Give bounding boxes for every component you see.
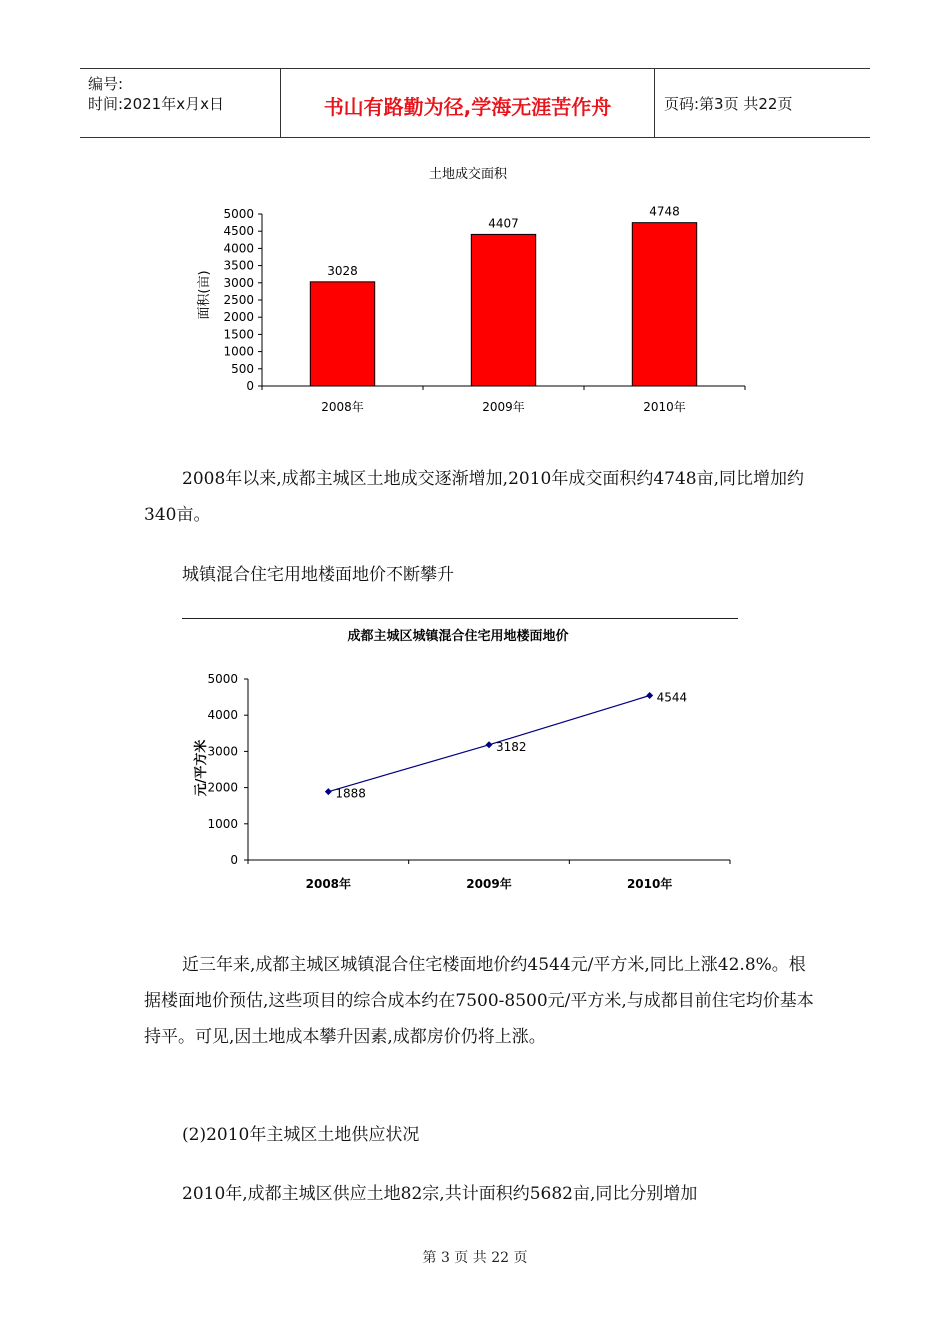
bar-data-label: 3028: [327, 263, 358, 278]
line-y-tick-label: 4000: [207, 708, 238, 723]
page-header: [80, 68, 870, 138]
bar-chart-title: 土地成交面积: [428, 167, 508, 182]
bar-y-tick-label: 0: [246, 379, 254, 393]
bar-x-tick-label: 2010年: [643, 400, 686, 414]
paragraph-land-transactions: 2008年以来,成都主城区土地成交逐渐增加,2010年成交面积约4748亩,同比增加约340亩。: [144, 469, 805, 525]
bar: [632, 223, 696, 386]
line-x-tick-label: 2008年: [305, 877, 352, 891]
bar-y-tick-label: 2000: [223, 310, 254, 325]
bar: [310, 282, 374, 386]
line-y-tick-label: 0: [230, 853, 238, 867]
line-point: [646, 692, 653, 699]
line-data-label: 3182: [496, 739, 527, 754]
bar: [471, 234, 535, 386]
paragraph-floor-price: 近三年来,成都主城区城镇混合住宅楼面地价约4544元/平方米,同比上涨42.8%。根据楼面地价预估,这些项目的综合成本约在7500-8500元/平方米,与成都目前住宅均价基本持平。可见,因土地成本攀升因素,成都房价仍将上涨。: [144, 955, 814, 1047]
line-data-label: 4544: [656, 690, 688, 705]
header-motto-cell: [280, 69, 655, 137]
bar-y-tick-label: 2500: [223, 293, 254, 307]
bar-y-tick-label: 1500: [223, 327, 254, 342]
bar-y-tick-label: 4000: [223, 241, 254, 256]
page-footer: 第 3 页 共 22 页: [422, 1250, 528, 1266]
bar-y-tick-label: 5000: [223, 207, 254, 221]
line-chart: [180, 620, 760, 910]
bar-data-label: 4407: [488, 216, 519, 231]
bar-chart-svg: [180, 160, 760, 430]
line-y-tick-label: 1000: [207, 816, 238, 831]
bar-y-tick-label: 3000: [223, 275, 254, 290]
line-x-tick-label: 2010年: [626, 877, 673, 891]
chart-top-rule: [182, 618, 738, 619]
line-y-tick-label: 2000: [207, 780, 238, 795]
paragraph-land-supply: 2010年,成都主城区供应土地82宗,共计面积约5682亩,同比分别增加: [182, 1184, 698, 1204]
bar-x-tick-label: 2009年: [482, 400, 525, 414]
time-label: 时间:2021年x月x日: [88, 95, 224, 113]
line-y-tick-label: 5000: [207, 672, 238, 686]
header-meta-cell: [80, 69, 280, 137]
header-page-cell: [654, 69, 870, 137]
line-point: [486, 741, 493, 748]
line-chart-svg: [180, 620, 760, 910]
line-chart-y-axis-label: 元/平方米: [194, 739, 209, 797]
header-page-info: 页码:第3页 共22页: [664, 95, 793, 113]
bar-chart-y-axis-label: 面积(亩): [197, 270, 212, 320]
line-x-tick-label: 2009年: [466, 877, 512, 891]
line-chart-title: 成都主城区城镇混合住宅用地楼面地价: [347, 629, 569, 644]
line-point: [325, 788, 332, 795]
bar-chart: [180, 160, 760, 430]
bar-y-tick-label: 3500: [223, 258, 254, 273]
bar-x-tick-label: 2008年: [321, 400, 364, 414]
code-label: 编号:: [88, 75, 124, 93]
section-heading-land-supply: (2)2010年主城区土地供应状况: [182, 1125, 420, 1145]
bar-data-label: 4748: [649, 204, 680, 219]
header-motto: 书山有路勤为径,学海无涯苦作舟: [323, 95, 612, 119]
section-heading-land-price: 城镇混合住宅用地楼面地价不断攀升: [182, 565, 454, 585]
line-data-label: 1888: [335, 786, 366, 801]
line-y-tick-label: 3000: [207, 744, 238, 759]
bar-y-tick-label: 500: [231, 361, 254, 376]
bar-y-tick-label: 4500: [223, 224, 254, 239]
bar-y-tick-label: 1000: [223, 344, 254, 359]
